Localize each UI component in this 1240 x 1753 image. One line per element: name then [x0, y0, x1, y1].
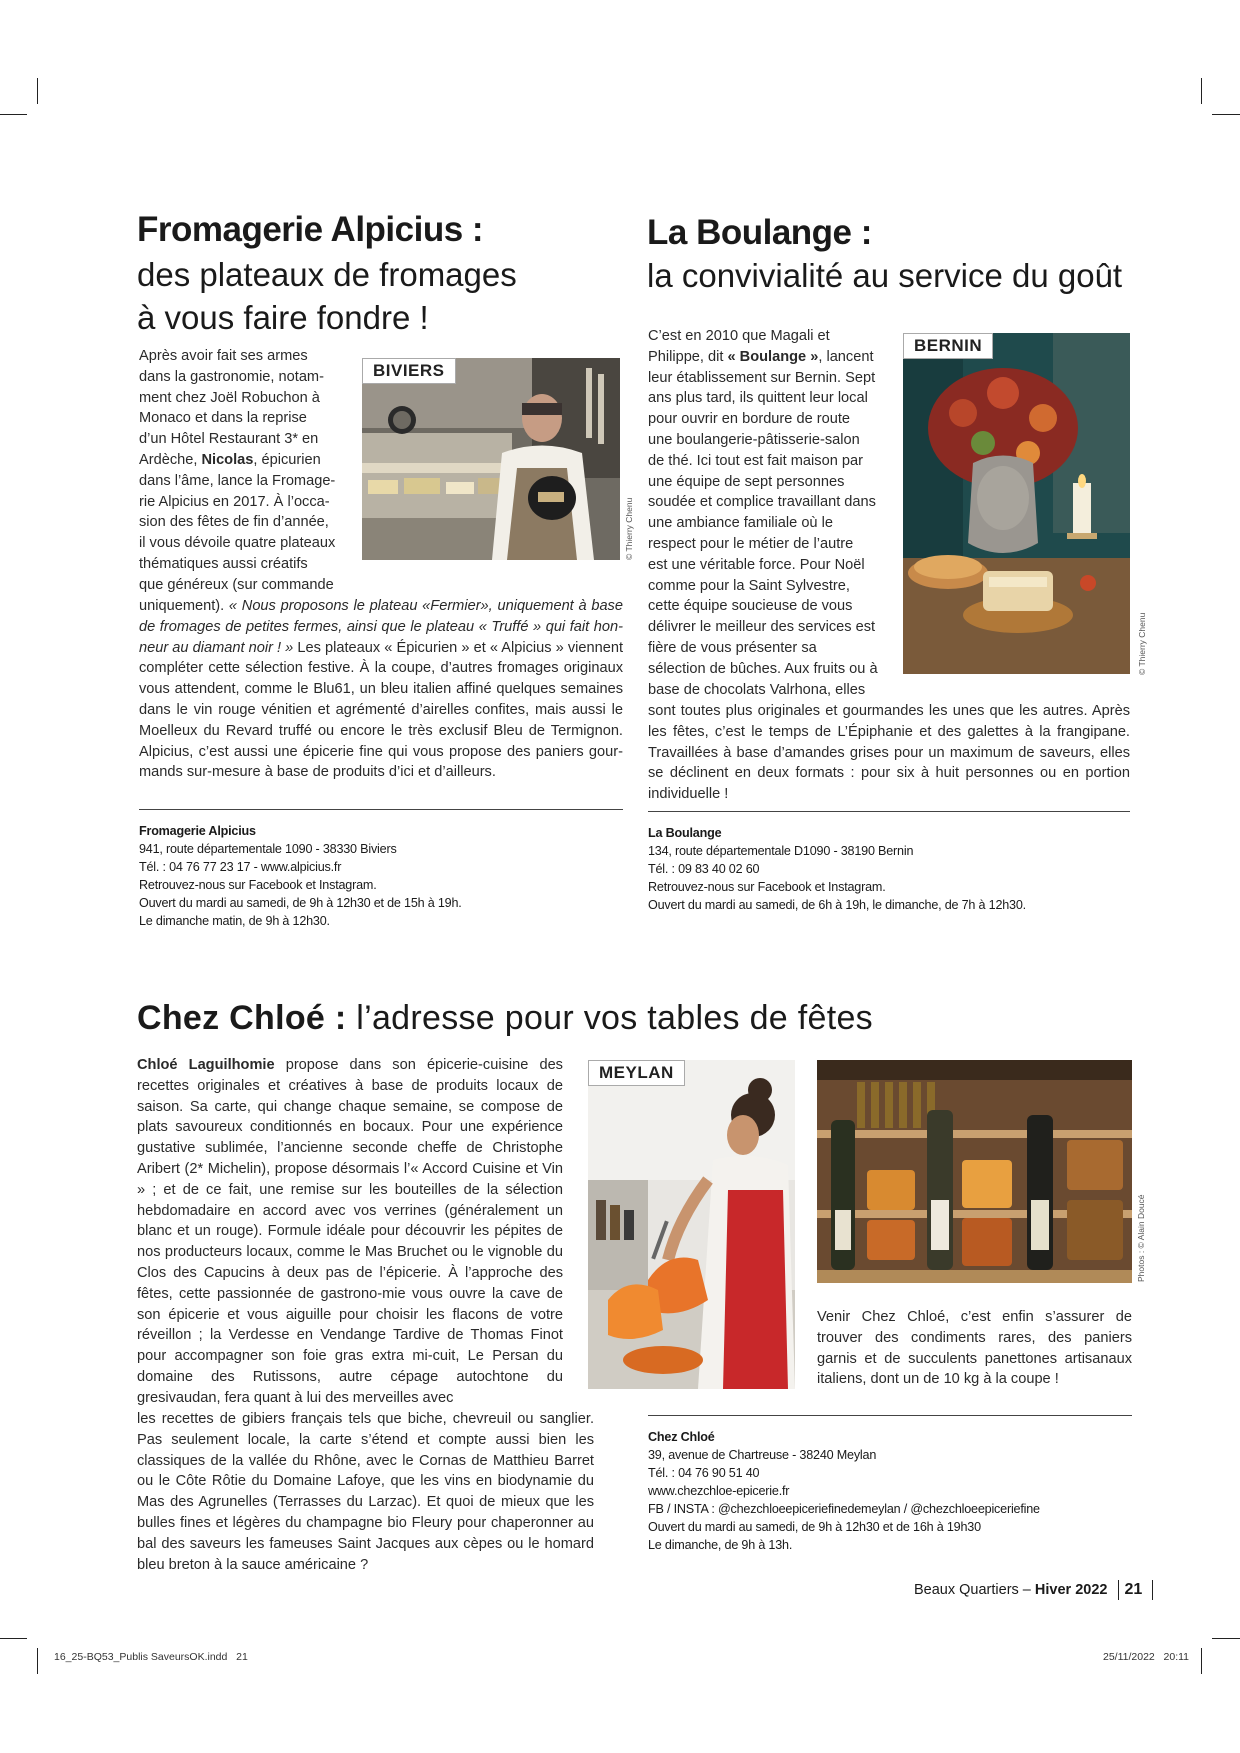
text-line: est une véritable force. Pour Noël: [648, 556, 865, 573]
crop-mark: [37, 1648, 38, 1674]
chloe-contact: [648, 1428, 1040, 1554]
address: 39, avenue de Chartreuse - 38240 Meylan: [648, 1448, 877, 1462]
crop-mark: [1212, 1638, 1240, 1639]
alpicius-body: [139, 596, 623, 783]
hours: Ouvert du mardi au samedi, de 9h à 12h30 et de 16h à 19h30: [648, 1520, 981, 1534]
website: www.chezchloe-epicerie.fr: [648, 1484, 790, 1498]
text-line: [139, 450, 339, 471]
crop-mark: [1201, 78, 1202, 104]
text-run: , lancent: [818, 348, 874, 365]
address: 134, route départementale D1090 - 38190 Bernin: [648, 844, 914, 858]
social: Retrouvez-nous sur Facebook et Instagram.: [139, 878, 377, 892]
cheese-shop-illustration: [362, 358, 620, 560]
text-run: Philippe, dit: [648, 348, 728, 365]
text-line: soudée et complice travaillant dans: [648, 494, 876, 511]
text-line: délivrer le meilleur des services est: [648, 619, 876, 636]
text-line: fière de vous présenter sa: [648, 639, 817, 656]
crop-mark: [0, 114, 27, 115]
location-tag: MEYLAN: [588, 1060, 685, 1086]
crop-mark: [1212, 114, 1240, 115]
location-tag: BERNIN: [903, 333, 993, 359]
photo-credit: Photos : © Alain Doucé: [1136, 1194, 1146, 1282]
hours: Le dimanche, de 9h à 13h.: [648, 1538, 793, 1552]
chef-cooking-illustration: [588, 1060, 795, 1389]
boulange-body: [648, 701, 1130, 805]
footer-separator: [1118, 1580, 1119, 1600]
section-divider: [648, 811, 1130, 812]
text-run: Ardèche,: [139, 451, 202, 468]
text-run: , épicurien: [253, 451, 321, 468]
file-slug: 16_25-BQ53_Publis SaveursOK.indd 21: [54, 1651, 248, 1663]
text-line: ans plus tard, ils quittent leur local: [648, 390, 868, 407]
alpicius-title: Fromagerie Alpicius :: [137, 210, 484, 249]
boulange-contact: [648, 824, 1026, 914]
paragraph: [137, 1055, 563, 1409]
text-line: sion des fêtes de fin d’année,: [139, 514, 329, 531]
alpicius-photo: [362, 358, 620, 560]
location-tag: BIVIERS: [362, 358, 456, 384]
crop-mark: [1201, 1648, 1202, 1674]
paragraph: Venir Chez Chloé, c’est enfin s’assurer de trouver des condiments rares, des paniers garnis et de succulents panettones artisanaux italiens, dont un de 10 kg à la coupe !: [817, 1309, 1132, 1388]
text-line: respect pour le métier de l’autre: [648, 535, 854, 552]
alpicius-subtitle: [137, 253, 517, 339]
magazine-name: Beaux Quartiers: [914, 1581, 1019, 1598]
crop-mark: [0, 1638, 27, 1639]
chloe-title: [137, 997, 873, 1039]
boulange-title: La Boulange :: [647, 213, 872, 252]
chloe-shelves-photo: [817, 1060, 1132, 1283]
text-line: que généreux (sur commande: [139, 576, 334, 593]
text-line: pour ouvrir en bordure de route: [648, 411, 851, 428]
text-line: sélection de bûches. Aux fruits ou à: [648, 660, 878, 677]
social: FB / INSTA : @chezchloeepiceriefinedemeylan / @chezchloeepiceriefine: [648, 1502, 1040, 1516]
nickname: « Boulange »: [727, 348, 819, 365]
text-line: C’est en 2010 que Magali et: [648, 328, 830, 344]
chloe-chef-photo: [588, 1060, 795, 1389]
text-line: Monaco et dans la reprise: [139, 410, 307, 427]
footer-dash: –: [1018, 1581, 1035, 1598]
phone: Tél. : 09 83 40 02 60: [648, 862, 760, 876]
page-number: 21: [1124, 1580, 1143, 1598]
chloe-right-paragraph: [817, 1307, 1132, 1390]
text-line: de thé. Ici tout est fait maison par: [648, 452, 863, 469]
boulange-intro: [648, 326, 881, 700]
hours: Ouvert du mardi au samedi, de 9h à 12h30 et de 15h à 19h.: [139, 896, 462, 910]
hours: Ouvert du mardi au samedi, de 6h à 19h, le dimanche, de 7h à 12h30.: [648, 898, 1026, 912]
text-line: Après avoir fait ses armes: [139, 348, 308, 364]
person-name: Chloé Laguilhomie: [137, 1057, 275, 1073]
alpicius-intro: [139, 346, 339, 596]
phone: Tél. : 04 76 77 23 17 - www.alpicius.fr: [139, 860, 342, 874]
paragraph: [139, 596, 623, 783]
text-line: thématiques aussi créatifs: [139, 555, 308, 572]
text-line: une ambiance familiale où le: [648, 515, 833, 532]
text-line: d’un Hôtel Restaurant 3* en: [139, 431, 319, 448]
section-divider: [648, 1415, 1132, 1416]
chloe-intro: [137, 1055, 563, 1409]
crop-mark: [37, 78, 38, 104]
boulange-subtitle: la convivialité au service du goût: [647, 257, 1123, 294]
text-line: [648, 347, 881, 368]
text-line: base de chocolats Valrhona, elles: [648, 681, 866, 698]
footer-separator: [1152, 1580, 1153, 1600]
person-name: Nicolas: [201, 451, 254, 468]
alpicius-subtitle-line: des plateaux de fromages: [137, 256, 517, 293]
issue: Hiver 2022: [1034, 1581, 1108, 1598]
address: 941, route départementale 1090 - 38330 Biviers: [139, 842, 397, 856]
boulange-photo: [903, 333, 1130, 674]
text-run: uniquement).: [139, 598, 229, 614]
text-line: rie Alpicius en 2017. À l’occa-: [139, 493, 330, 510]
photo-credit: © Thierry Chenu: [624, 497, 634, 560]
pastry-display-illustration: [903, 333, 1130, 674]
chloe-title-bold: Chez Chloé :: [137, 999, 347, 1037]
social: Retrouvez-nous sur Facebook et Instagram.: [648, 880, 886, 894]
page-footer: [914, 1580, 1153, 1600]
text-line: comme pour la Saint Sylvestre,: [648, 577, 850, 594]
section-divider: [139, 809, 623, 810]
text-run: Les plateaux « Épicurien » et « Alpicius » viennent compléter cette sélection festive. À la coupe, d’autres fromages originaux vous attendent, comme le Blu61, un bleu italien affiné quelques semaines dans le vin rouge vénitien et agrémenté d’airelles confites, mais aussi le Moelleux du Revard truffé ou encore le très exclusif Bleu de Termignon. Alpicius, c’est aussi une épicerie fine qui vous propose des paniers gour-mands sur-mesure à base de produits d’ici et d’ailleurs.: [139, 639, 623, 781]
text-line: dans l’âme, lance la Fromage-: [139, 472, 336, 489]
alpicius-contact: [139, 822, 462, 930]
text-line: dans la gastronomie, notam-: [139, 368, 324, 385]
text-line: il vous dévoile quatre plateaux: [139, 535, 336, 552]
alpicius-subtitle-line: à vous faire fondre !: [137, 299, 429, 336]
text-line: ment chez Joël Robuchon à: [139, 389, 320, 406]
text-line: une équipe de sept personnes: [648, 473, 845, 490]
chloe-body: [137, 1409, 594, 1575]
hours: Le dimanche matin, de 9h à 12h30.: [139, 914, 330, 928]
chloe-title-rest: l’adresse pour vos tables de fêtes: [346, 999, 873, 1037]
business-name: Chez Chloé: [648, 1430, 715, 1444]
text-line: leur établissement sur Bernin. Sept: [648, 369, 876, 386]
date-slug: 25/11/2022 20:11: [1103, 1651, 1190, 1663]
quote: « Nous proposons le plateau «Fermier», uniquement à base de fromages de petites fermes, ainsi que le plateau « Truffé » qui fait hon-neur au diamant noir ! »: [139, 598, 623, 656]
paragraph: les recettes de gibiers français tels que biche, chevreuil ou sanglier. Pas seulement locale, la carte s’étend et compte aussi bien les classiques de la vallée du Rhône, avec le Cornas de Matthieu Barret ou le Côte Rôtie du Domaine Lafoye, que les vins en biodynamie du Mas des Agrunelles (Terrasses du Larzac). Et quoi de mieux que les bulles fines et légères du champagne bio Fleury pour chaperonner au bal des saveurs les fameuses Saint Jacques aux cèpes ou le homard bleu breton à la sauce américaine ?: [137, 1411, 594, 1573]
paragraph: sont toutes plus originales et gourmandes les unes que les autres. Après les fêtes, c’est le temps de L’Épiphanie et des galettes à la frangipane. Travaillées à base d’amandes grises pour un maximum de saveurs, elles se déclinent en deux formats : pour six à huit personnes ou en portion individuelle !: [648, 703, 1130, 803]
photo-credit: © Thierry Chenu: [1137, 612, 1147, 675]
text-line: une boulangerie-pâtisserie-salon: [648, 431, 860, 448]
phone: Tél. : 04 76 90 51 40: [648, 1466, 760, 1480]
text-line: cette équipe soucieuse de vous: [648, 598, 853, 615]
business-name: Fromagerie Alpicius: [139, 824, 256, 838]
text-run: propose dans son épicerie-cuisine des recettes originales et créatives à base de produits locaux de saison. Sa carte, qui change chaque semaine, se compose de plats savoureux conditionnés en bocaux. Pour une expérience gustative sublimée, l’ancienne seconde cheffe de Christophe Aribert (2* Michelin), propose désormais l’« Accord Cuisine et Vin » ; et de ce fait, une remise sur les bouteilles de la sélection hebdomadaire en accord avec vos verrines (généralement un blanc et un rouge). Formule idéale pour découvrir les pépites de nos producteurs locaux, comme le Mas Bruchet ou le vignoble du Clos des Capucins à deux pas de l’épicerie. À l’approche des fêtes, cette passionnée de gastrono-mie vous ouvre la cave de son épicerie et vous aiguille pour choisir les flacons de votre réveillon ; la Verdesse en Vendange Tardive de Thomas Finot pour accompagner son foie gras extra mi-cuit, Le Persan du domaine des Rutissons, autre cépage autochtone du gresivaudan, fera quant à lui des merveilles avec: [137, 1057, 563, 1406]
business-name: La Boulange: [648, 826, 722, 840]
wine-shelf-illustration: [817, 1060, 1132, 1283]
